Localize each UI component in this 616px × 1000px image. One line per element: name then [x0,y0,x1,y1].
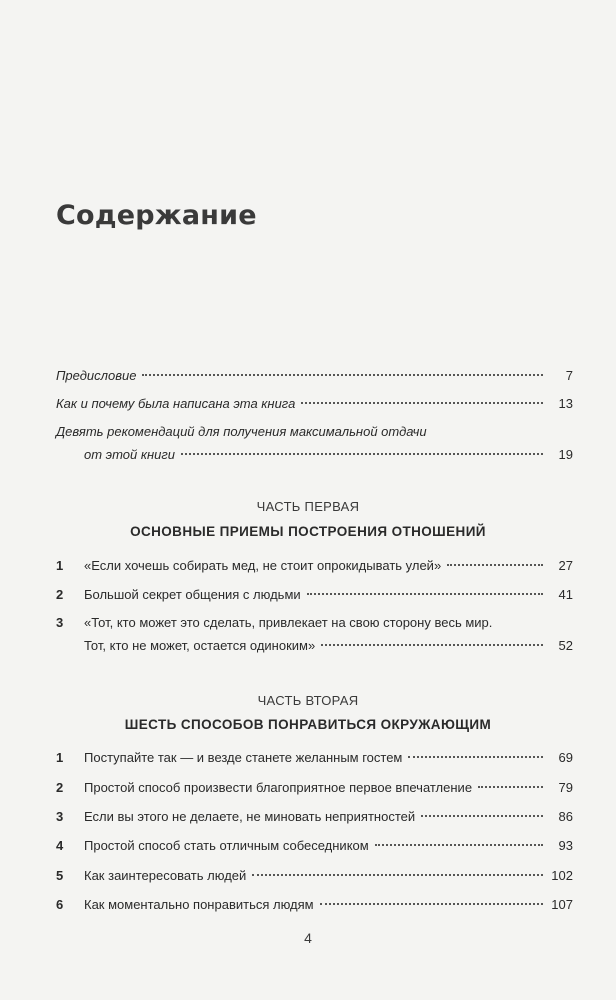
chapter-text-line2: Тот, кто не может, остается одиноким» [84,638,316,653]
leader-dots [421,802,543,817]
toc-chapter [56,583,573,606]
chapter-number: 5 [56,868,64,883]
leader-dots [408,743,543,758]
entry-page: 13 [558,396,573,411]
chapter-text: «Если хочешь собирать мед, не стоит опрокидывать улей» [84,558,442,573]
leader-dots [301,389,543,404]
part1-label: ЧАСТЬ ПЕРВАЯ [256,499,360,514]
chapter-text: Простой способ произвести благоприятное первое впечатление [84,780,473,795]
chapter-number: 3 [56,809,64,824]
chapter-page: 107 [551,897,573,912]
leader-dots [320,890,543,905]
chapter-page: 27 [558,558,573,573]
leader-dots [447,551,543,566]
toc-entry-how-why [56,392,573,415]
entry-page: 7 [565,368,573,383]
chapter-number: 6 [56,897,64,912]
chapter-number: 1 [56,750,64,765]
toc-entry-foreword [56,364,573,387]
leader-dots [478,773,543,788]
toc-chapter [56,611,573,657]
chapter-text: Простой способ стать отличным собеседником [84,838,369,853]
chapter-text: Если вы этого не делаете, не миновать неприятностей [84,809,416,824]
chapter-page: 102 [551,868,573,883]
chapter-number: 1 [56,558,64,573]
part1-title: ОСНОВНЫЕ ПРИЕМЫ ПОСТРОЕНИЯ ОТНОШЕНИЙ [130,524,486,539]
chapter-text: Как моментально понравиться людям [84,897,314,912]
chapter-number: 2 [56,780,64,795]
toc-chapter [56,834,573,857]
leader-dots [252,861,543,876]
entry-text: Предисловие [56,368,137,383]
chapter-text: Как заинтересовать людей [84,868,247,883]
leader-dots [142,361,543,376]
leader-dots [375,831,543,846]
toc-chapter [56,554,573,577]
chapter-number: 3 [56,615,64,630]
chapter-text: Поступайте так — и везде станете желанным гостем [84,750,403,765]
toc-chapter [56,805,573,828]
chapter-page: 41 [558,587,573,602]
toc-chapter [56,864,573,887]
chapter-page: 69 [558,750,573,765]
chapter-number: 2 [56,587,64,602]
page-number: 4 [304,930,312,946]
part2-label: ЧАСТЬ ВТОРАЯ [257,693,359,708]
chapter-text-line1: «Тот, кто может это сделать, привлекает на свою сторону весь мир. [84,615,493,630]
toc-entry-nine-tips [56,420,573,466]
toc-chapter [56,746,573,769]
part2-title: ШЕСТЬ СПОСОБОВ ПОНРАВИТЬСЯ ОКРУЖАЮЩИМ [124,717,492,732]
toc-chapter [56,776,573,799]
leader-dots [321,631,543,646]
entry-text: Как и почему была написана эта книга [56,396,296,411]
chapter-page: 86 [558,809,573,824]
chapter-number: 4 [56,838,64,853]
page-title: Содержание [56,200,257,231]
chapter-text: Большой секрет общения с людьми [84,587,301,602]
entry-text-line1: Девять рекомендаций для получения максимальной отдачи [56,424,427,439]
chapter-page: 93 [558,838,573,853]
leader-dots [307,580,543,595]
chapter-page: 52 [558,638,573,653]
chapter-page: 79 [558,780,573,795]
entry-text-line2: от этой книги [84,447,175,462]
leader-dots [181,440,543,455]
toc-chapter [56,893,573,916]
entry-page: 19 [558,447,573,462]
